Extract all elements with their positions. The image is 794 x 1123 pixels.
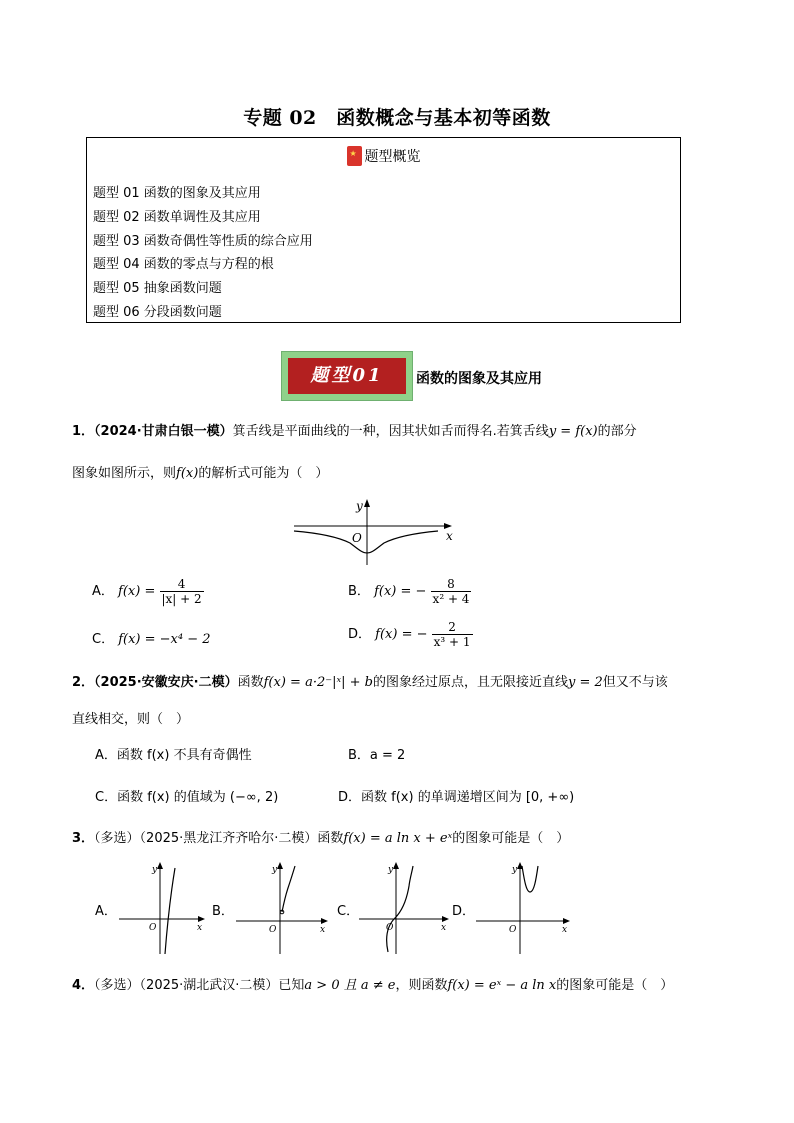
math-expression: a > 0 且 a ≠ e	[304, 978, 396, 993]
question-2-line-2: 直线相交，则（ ）	[72, 712, 190, 727]
y-axis-label: y	[512, 865, 518, 875]
denominator: x² + 4	[432, 592, 470, 606]
question-text: 函数	[237, 675, 264, 690]
question-text: 但又不与该	[602, 675, 668, 690]
question-text: 箕舌线是平面曲线的一种，因其状如舌而得名.若箕舌线	[232, 424, 549, 439]
book-icon	[347, 146, 362, 166]
math-expression: f(x)	[176, 466, 199, 481]
graph-option-b-label[interactable]: B．	[212, 904, 234, 919]
option-d[interactable]: D．函数 f(x) 的单调递增区间为 [0, +∞)	[338, 790, 575, 805]
x-axis-label: x	[441, 923, 447, 933]
option-c[interactable]	[92, 628, 211, 647]
question-2-line-1	[72, 671, 668, 690]
option-d[interactable]	[348, 620, 473, 649]
graph-option-a-label[interactable]: A．	[95, 904, 117, 919]
question-number: 3．	[72, 831, 95, 846]
question-text: 的部分	[597, 424, 637, 439]
question-number: 2．	[72, 675, 95, 690]
denominator: |x| + 2	[161, 592, 202, 606]
overview-item: 题型 03 函数奇偶性等性质的综合应用	[93, 233, 313, 249]
origin-label: O	[149, 923, 157, 933]
option-c[interactable]: C．函数 f(x) 的值域为 (−∞, 2)	[95, 790, 279, 805]
overview-item: 题型 06 分段函数问题	[93, 304, 222, 320]
overview-box	[86, 137, 681, 323]
question-text: ，则函数	[395, 978, 448, 993]
fraction	[431, 577, 472, 606]
math-expression: f(x) = a ln x + eˣ	[343, 831, 453, 846]
origin-label: O	[509, 925, 517, 935]
section-title: 函数的图象及其应用	[416, 371, 542, 387]
origin-label: O	[352, 531, 362, 545]
x-axis-label: x	[197, 923, 203, 933]
question-text: （多选）（2025·黑龙江齐齐哈尔·二模）函数	[94, 831, 344, 846]
section-badge	[281, 351, 413, 401]
y-axis-label: y	[388, 865, 394, 875]
math-expression: f(x) =	[118, 584, 156, 599]
question-text: 的解析式可能为（ ）	[198, 466, 329, 481]
math-expression: f(x) = −	[375, 627, 428, 642]
option-a[interactable]: A．函数 f(x) 不具有奇偶性	[95, 748, 252, 763]
origin-label: O	[386, 923, 394, 933]
question-text: 的图象可能是（ ）	[556, 978, 674, 993]
page-title: 专题 02 函数概念与基本初等函数	[243, 107, 551, 129]
option-label: B．	[348, 584, 370, 599]
fraction	[432, 620, 473, 649]
denominator: x³ + 1	[433, 635, 471, 649]
option-b[interactable]	[348, 577, 471, 606]
option-label: C．	[92, 632, 115, 647]
x-axis-label: x	[562, 925, 568, 935]
question-text: 图象如图所示，则	[72, 466, 177, 481]
overview-item: 题型 01 函数的图象及其应用	[93, 186, 261, 201]
option-label: A．	[92, 584, 114, 599]
question-text: 的图象可能是（ ）	[452, 831, 570, 846]
origin-label: O	[269, 925, 277, 935]
overview-item: 题型 05 抽象函数问题	[93, 281, 222, 297]
numerator: 2	[448, 620, 456, 634]
overview-item: 题型 02 函数单调性及其应用	[93, 209, 261, 225]
graph-option-c-label[interactable]: C．	[337, 904, 360, 919]
graph-option-a[interactable]	[115, 858, 207, 956]
overview-item: 题型 04 函数的零点与方程的根	[93, 257, 274, 273]
question-number: 1．	[72, 424, 95, 439]
numerator: 8	[447, 577, 455, 591]
x-axis-label: x	[320, 925, 326, 935]
overview-heading-text: 题型概览	[364, 149, 421, 165]
question-text: 的图象经过原点，且无限接近直线	[372, 675, 568, 690]
math-expression: y = f(x)	[548, 424, 598, 439]
option-label: D．	[348, 627, 372, 642]
question-source: （2024·甘肃白银一模）	[94, 424, 233, 439]
option-a[interactable]	[92, 577, 204, 606]
fraction	[160, 577, 204, 606]
question-source: （2025·安徽安庆·二模）	[94, 675, 238, 690]
math-expression: f(x) = a·2⁻|ˣ| + b	[263, 675, 373, 690]
graph-option-c[interactable]	[355, 858, 453, 956]
y-axis-label: y	[356, 499, 363, 513]
numerator: 4	[177, 577, 186, 591]
y-axis-label: y	[272, 865, 278, 875]
question-1-line-1	[72, 420, 637, 439]
math-expression: f(x) = −x⁴ − 2	[118, 632, 211, 647]
graph-option-d-label[interactable]: D．	[452, 904, 476, 919]
question-4-line-1	[72, 974, 673, 993]
question-1-graph	[288, 495, 468, 567]
graph-option-d[interactable]	[472, 858, 574, 956]
graph-option-b[interactable]	[232, 858, 332, 956]
question-3-line-1	[72, 827, 569, 846]
option-b[interactable]: B．a = 2	[348, 748, 406, 763]
question-text: （多选）（2025·湖北武汉·二模）已知	[94, 978, 305, 993]
math-expression: f(x) = −	[374, 584, 427, 599]
question-number: 4．	[72, 978, 95, 993]
y-axis-label: y	[152, 865, 158, 875]
section-badge-label: 题型01	[288, 358, 406, 394]
question-1-line-2	[72, 462, 328, 481]
math-expression: y = 2	[567, 675, 603, 690]
math-expression: f(x) = eˣ − a ln x	[447, 978, 557, 993]
x-axis-label: x	[446, 529, 453, 543]
overview-heading	[87, 146, 680, 166]
overview-list	[93, 182, 313, 325]
